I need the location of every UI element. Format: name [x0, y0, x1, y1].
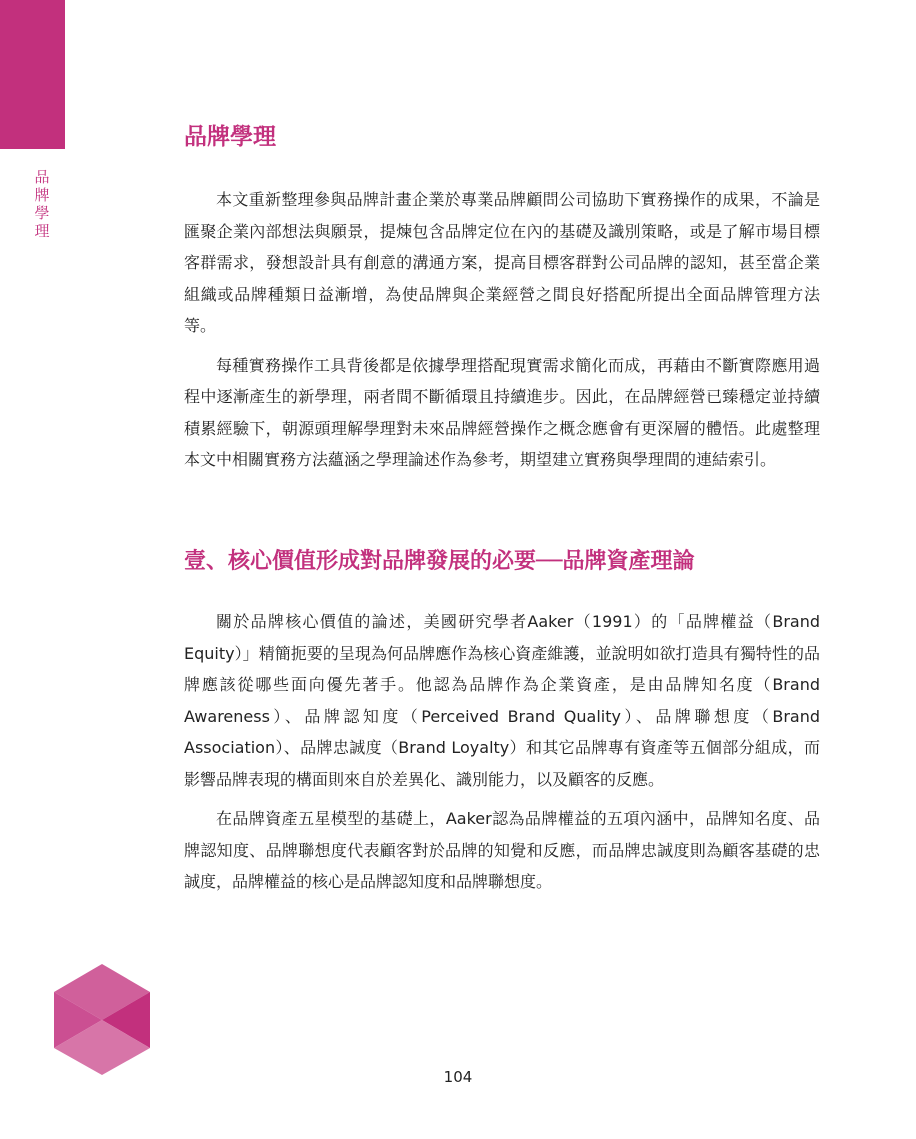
side-running-title: 品牌學理: [34, 168, 50, 240]
corner-color-bar: [0, 0, 65, 149]
intro-paragraph-2: 每種實務操作工具背後都是依據學理搭配現實需求簡化而成，再藉由不斷實際應用過程中逐漸產生的新學理，兩者間不斷循環且持續進步。因此，在品牌經營已臻穩定並持續積累經驗下，朝源頭理解學理對未來品牌經營操作之概念應會有更深層的體悟。此處整理本文中相關實務方法蘊涵之學理論述作為參考，期望建立實務與學理間的連結索引。: [184, 355, 820, 469]
chapter-heading: 壹、核心價值形成對品牌發展的必要──品牌資產理論: [184, 549, 695, 574]
page-number: 104: [443, 1068, 473, 1086]
body-paragraph-1: 關於品牌核心價值的論述，美國研究學者Aaker（1991）的「品牌權益（Brand Equity）」精簡扼要的呈現為何品牌應作為核心資產維護，並說明如欲打造具有獨特性的品牌應該從哪些面向優先著手。他認為品牌作為企業資產，是由品牌知名度（Brand Awareness）、品牌認知度（Perceived Brand Quality）、品牌聯想度（Brand Association）、品牌忠誠度（Brand Loyalty）和其它品牌專有資產等五個部分組成，而影響品牌表現的構面則來自於差異化、識別能力，以及顧客的反應。: [184, 612, 820, 789]
hexagon-cube-decoration: [52, 963, 152, 1076]
intro-text: [184, 184, 820, 484]
body-paragraph-2: 在品牌資產五星模型的基礎上，Aaker認為品牌權益的五項內涵中，品牌知名度、品牌認知度、品牌聯想度代表顧客對於品牌的知覺和反應，而品牌忠誠度則為顧客基礎的忠誠度，品牌權益的核心是品牌認知度和品牌聯想度。: [184, 809, 820, 891]
section-title: 品牌學理: [184, 124, 276, 150]
intro-paragraph-1: 本文重新整理參與品牌計畫企業於專業品牌顧問公司協助下實務操作的成果，不論是匯聚企業內部想法與願景，提煉包含品牌定位在內的基礎及識別策略，或是了解市場目標客群需求，發想設計具有創意的溝通方案，提高目標客群對公司品牌的認知，甚至當企業組織或品牌種類日益漸增，為使品牌與企業經營之間良好搭配所提出全面品牌管理方法等。: [184, 190, 820, 335]
chapter-body-text: [184, 606, 820, 906]
